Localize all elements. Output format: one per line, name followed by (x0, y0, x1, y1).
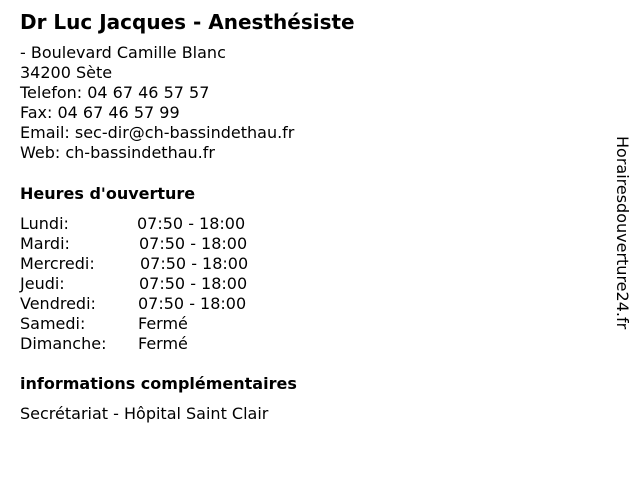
site-brand-text: Horairesdouverture24.fr (613, 136, 632, 330)
day-label: Mercredi: (20, 254, 95, 273)
hours-row (20, 254, 300, 274)
day-label: Mardi: (20, 234, 70, 253)
opening-hours-table (20, 214, 300, 354)
day-hours: 07:50 - 18:00 (137, 214, 246, 233)
day-hours: Fermé (138, 334, 188, 353)
day-label: Vendredi: (20, 294, 96, 313)
day-hours: 07:50 - 18:00 (140, 254, 249, 273)
hours-row (20, 334, 300, 354)
additional-info-text: Secrétariat - Hôpital Saint Clair (20, 404, 269, 423)
website: Web: ch-bassindethau.fr (20, 143, 215, 162)
page-title: Dr Luc Jacques - Anesthésiste (20, 10, 355, 34)
day-label: Dimanche: (20, 334, 107, 353)
phone-number: Telefon: 04 67 46 57 57 (20, 83, 210, 102)
day-hours: 07:50 - 18:00 (139, 274, 248, 293)
day-label: Lundi: (20, 214, 69, 233)
day-hours: Fermé (138, 314, 188, 333)
hours-row (20, 274, 300, 294)
opening-hours-heading: Heures d'ouverture (20, 184, 196, 203)
day-label: Jeudi: (20, 274, 65, 293)
additional-info-heading: informations complémentaires (20, 374, 297, 393)
hours-row (20, 294, 300, 314)
hours-row (20, 314, 300, 334)
contact-details (20, 43, 294, 163)
day-hours: 07:50 - 18:00 (138, 294, 247, 313)
day-label: Samedi: (20, 314, 86, 333)
day-hours: 07:50 - 18:00 (139, 234, 248, 253)
hours-row (20, 234, 300, 254)
postal-city: 34200 Sète (20, 63, 113, 82)
street-address: - Boulevard Camille Blanc (20, 43, 226, 62)
hours-row (20, 214, 300, 234)
email-address: Email: sec-dir@ch-bassindethau.fr (20, 123, 295, 142)
fax-number: Fax: 04 67 46 57 99 (20, 103, 180, 122)
